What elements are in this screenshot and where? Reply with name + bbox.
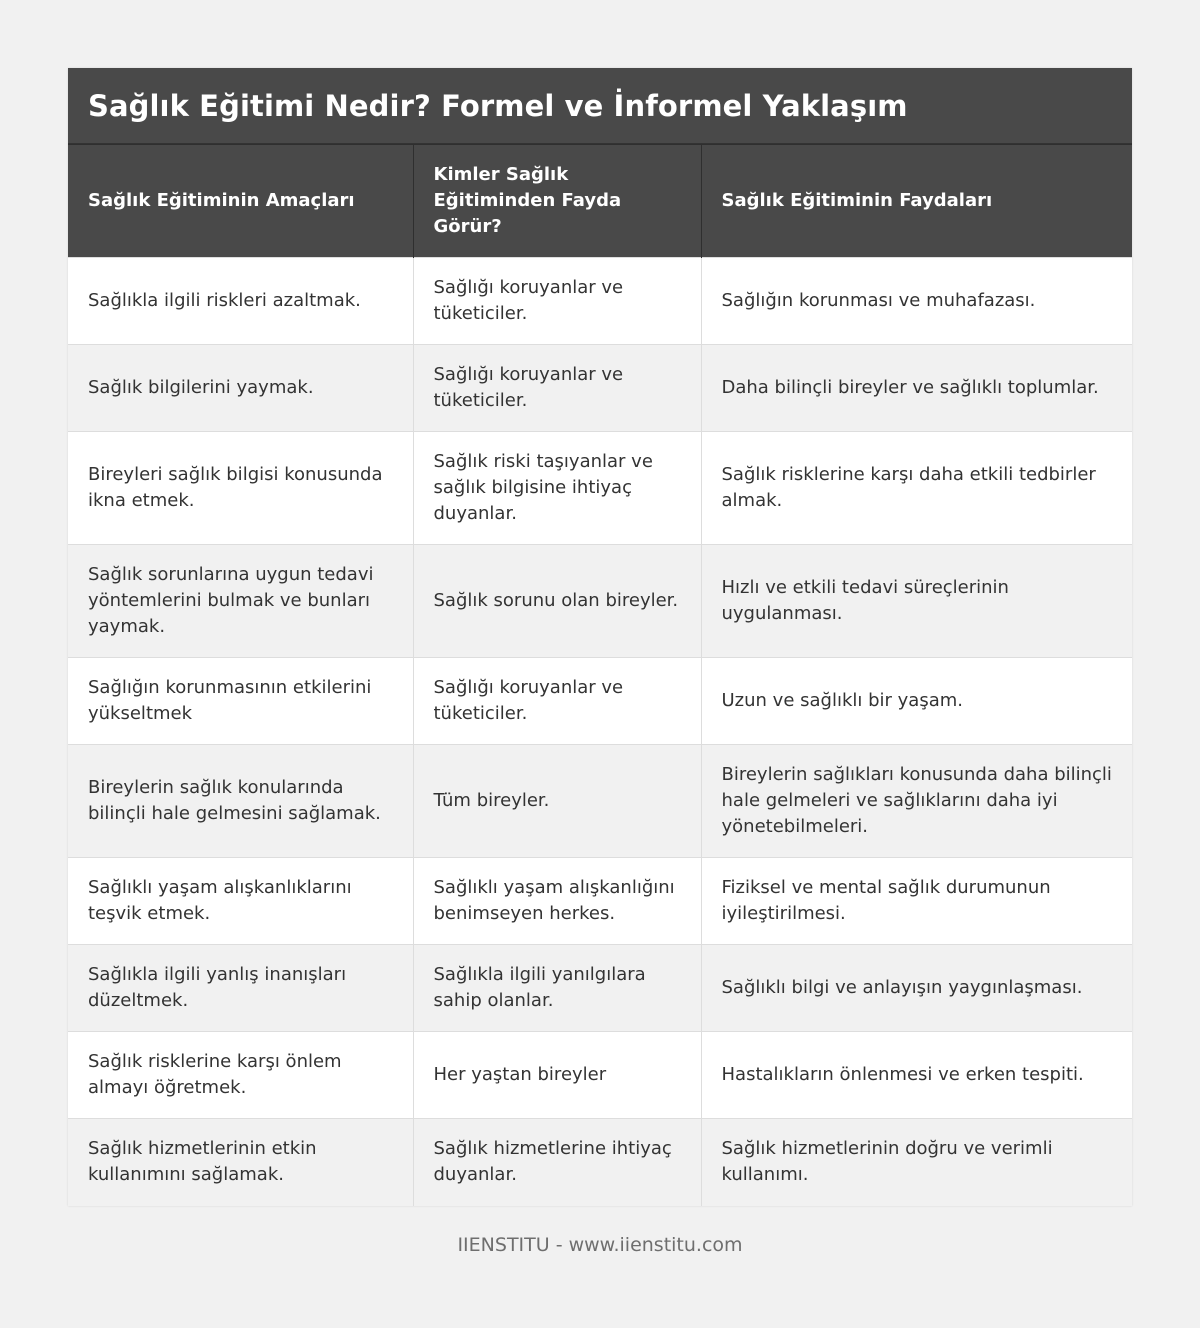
table-cell-beneficiary: Sağlığı koruyanlar ve tüketiciler. <box>413 258 701 345</box>
table-card <box>68 68 1132 1206</box>
table-cell-aim: Sağlık bilgilerini yaymak. <box>68 345 413 432</box>
table-cell-beneficiary: Sağlığı koruyanlar ve tüketiciler. <box>413 658 701 745</box>
table-cell-aim: Sağlık hizmetlerinin etkin kullanımını sağlamak. <box>68 1119 413 1206</box>
table-cell-benefit: Sağlıklı bilgi ve anlayışın yaygınlaşması. <box>701 945 1132 1032</box>
table-row <box>68 258 1132 345</box>
table-row <box>68 432 1132 545</box>
table-cell-benefit: Bireylerin sağlıkları konusunda daha bilinçli hale gelmeleri ve sağlıklarını daha iyi yönetebilmeleri. <box>701 745 1132 858</box>
table-cell-beneficiary: Tüm bireyler. <box>413 745 701 858</box>
table-row <box>68 1032 1132 1119</box>
table-cell-beneficiary: Sağlıkla ilgili yanılgılara sahip olanlar. <box>413 945 701 1032</box>
table-cell-aim: Bireylerin sağlık konularında bilinçli hale gelmesini sağlamak. <box>68 745 413 858</box>
table-cell-aim: Sağlık sorunlarına uygun tedavi yöntemlerini bulmak ve bunları yaymak. <box>68 545 413 658</box>
table-cell-aim: Sağlıkla ilgili riskleri azaltmak. <box>68 258 413 345</box>
table-cell-benefit: Uzun ve sağlıklı bir yaşam. <box>701 658 1132 745</box>
table-row <box>68 858 1132 945</box>
table-cell-aim: Bireyleri sağlık bilgisi konusunda ikna etmek. <box>68 432 413 545</box>
table-cell-benefit: Daha bilinçli bireyler ve sağlıklı toplumlar. <box>701 345 1132 432</box>
table-cell-aim: Sağlıklı yaşam alışkanlıklarını teşvik etmek. <box>68 858 413 945</box>
table-cell-beneficiary: Sağlığı koruyanlar ve tüketiciler. <box>413 345 701 432</box>
table-row <box>68 1119 1132 1206</box>
table-cell-benefit: Sağlık hizmetlerinin doğru ve verimli kullanımı. <box>701 1119 1132 1206</box>
footer-credit: IIENSTITU - www.iienstitu.com <box>457 1234 743 1256</box>
table-cell-aim: Sağlık risklerine karşı önlem almayı öğretmek. <box>68 1032 413 1119</box>
table-row <box>68 545 1132 658</box>
table-cell-benefit: Hızlı ve etkili tedavi süreçlerinin uygulanması. <box>701 545 1132 658</box>
table-cell-beneficiary: Her yaştan bireyler <box>413 1032 701 1119</box>
table-row <box>68 945 1132 1032</box>
column-header-benefits: Sağlık Eğitiminin Faydaları <box>701 145 1132 258</box>
table-cell-benefit: Hastalıkların önlenmesi ve erken tespiti. <box>701 1032 1132 1119</box>
table-cell-beneficiary: Sağlık hizmetlerine ihtiyaç duyanlar. <box>413 1119 701 1206</box>
header-row <box>68 145 1132 258</box>
data-table <box>68 144 1132 1206</box>
table-cell-beneficiary: Sağlıklı yaşam alışkanlığını benimseyen herkes. <box>413 858 701 945</box>
table-cell-beneficiary: Sağlık sorunu olan bireyler. <box>413 545 701 658</box>
table-row <box>68 745 1132 858</box>
column-header-beneficiaries: Kimler Sağlık Eğitiminden Fayda Görür? <box>413 145 701 258</box>
table-row <box>68 658 1132 745</box>
table-cell-beneficiary: Sağlık riski taşıyanlar ve sağlık bilgisine ihtiyaç duyanlar. <box>413 432 701 545</box>
table-row <box>68 345 1132 432</box>
table-cell-aim: Sağlığın korunmasının etkilerini yükseltmek <box>68 658 413 745</box>
table-cell-benefit: Sağlık risklerine karşı daha etkili tedbirler almak. <box>701 432 1132 545</box>
title-bar <box>68 68 1132 144</box>
table-cell-benefit: Fiziksel ve mental sağlık durumunun iyileştirilmesi. <box>701 858 1132 945</box>
table-cell-aim: Sağlıkla ilgili yanlış inanışları düzeltmek. <box>68 945 413 1032</box>
column-header-aims: Sağlık Eğitiminin Amaçları <box>68 145 413 258</box>
table-cell-benefit: Sağlığın korunması ve muhafazası. <box>701 258 1132 345</box>
page-title: Sağlık Eğitimi Nedir? Formel ve İnformel Yaklaşım <box>88 88 908 123</box>
